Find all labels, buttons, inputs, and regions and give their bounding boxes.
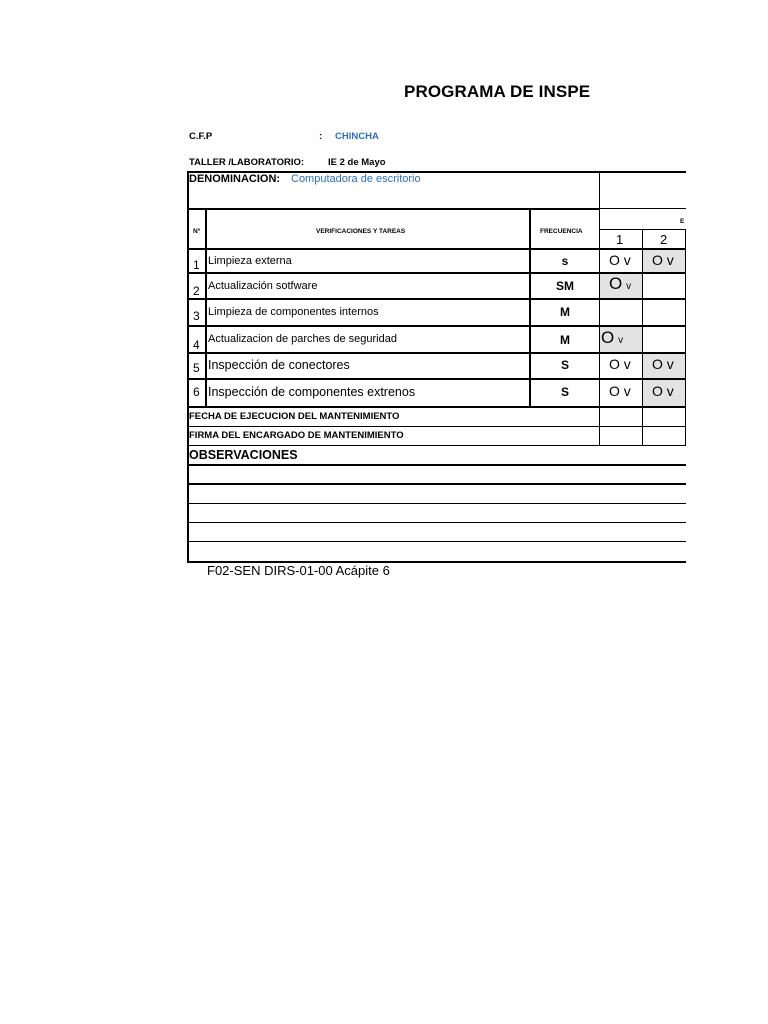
check-mark: O v <box>609 356 631 372</box>
denominacion-value: Computadora de escritorio <box>291 173 421 185</box>
grid-line <box>205 208 207 408</box>
grid-line <box>187 378 686 380</box>
header-col-1: 1 <box>616 232 624 247</box>
frequency-value: M <box>560 305 570 319</box>
header-col-2: 2 <box>660 232 668 247</box>
grid-line <box>187 406 686 408</box>
row-number: 6 <box>193 385 200 399</box>
header-frequency: FRECUENCIA <box>540 228 583 235</box>
row-number: 1 <box>193 258 200 272</box>
frequency-value: SM <box>556 279 574 293</box>
frequency-value: M <box>560 333 570 347</box>
grid-line <box>187 352 686 354</box>
check-mark: O v <box>609 252 631 268</box>
taller-value: IE 2 de Mayo <box>328 157 386 168</box>
grid-line <box>187 208 600 210</box>
check-mark <box>601 328 623 348</box>
firma-encargado-label: FIRMA DEL ENCARGADO DE MANTENIMIENTO <box>189 430 404 441</box>
cfp-separator: : <box>319 131 323 142</box>
denominacion-label: DENOMINACION: <box>189 173 281 185</box>
fecha-ejecucion-label: FECHA DE EJECUCION DEL MANTENIMIENTO <box>189 411 400 422</box>
check-v: v <box>626 281 632 292</box>
grid-line <box>599 171 600 446</box>
check-mark: O v <box>652 252 674 268</box>
grid-line <box>187 483 686 485</box>
observaciones-label: OBSERVACIONES <box>189 448 298 462</box>
cfp-value: CHINCHA <box>335 131 379 142</box>
check-mark: O v <box>609 383 631 399</box>
taller-label: TALLER /LABORATORIO: <box>189 157 305 168</box>
grid-line <box>600 229 686 230</box>
check-mark: O v <box>652 356 674 372</box>
document-title: PROGRAMA DE INSPE <box>404 82 591 101</box>
form-code: F02-SEN DIRS-01-00 Acápite 6 <box>207 563 390 578</box>
cfp-label: C.F.P <box>189 131 213 142</box>
row-number: 5 <box>193 361 200 375</box>
grid-line <box>187 171 189 563</box>
grid-line <box>187 541 686 542</box>
check-mark <box>609 274 631 294</box>
check-o: O <box>609 274 623 293</box>
grid-line <box>187 426 686 427</box>
check-o: O <box>601 328 615 347</box>
grid-line <box>685 229 686 446</box>
task-label: Limpieza externa <box>208 255 292 267</box>
task-label: Inspección de conectores <box>208 358 350 372</box>
frequency-value: S <box>560 358 569 372</box>
grid-line <box>187 503 686 504</box>
grid-line <box>187 298 686 300</box>
task-label: Limpieza de componentes internos <box>208 306 379 318</box>
row-number: 4 <box>193 338 200 352</box>
grid-line <box>187 464 686 466</box>
row-number: 2 <box>193 284 200 298</box>
task-label: Actualización sotfware <box>208 280 318 292</box>
grid-line <box>187 248 686 250</box>
frequency-value: s <box>561 254 569 268</box>
task-label: Inspección de componentes extrenos <box>208 385 416 399</box>
header-execution: E <box>680 218 685 225</box>
row-number: 3 <box>193 309 200 323</box>
task-label: Actualizacion de parches de seguridad <box>208 333 397 345</box>
header-number: Nº <box>193 228 201 235</box>
check-mark: O v <box>652 383 674 399</box>
frequency-value: S <box>560 385 569 399</box>
grid-line <box>600 208 686 209</box>
check-v: v <box>618 335 624 346</box>
grid-line <box>187 445 686 446</box>
grid-line <box>187 522 686 523</box>
header-tasks: VERIFICACIONES Y TAREAS <box>316 228 406 235</box>
